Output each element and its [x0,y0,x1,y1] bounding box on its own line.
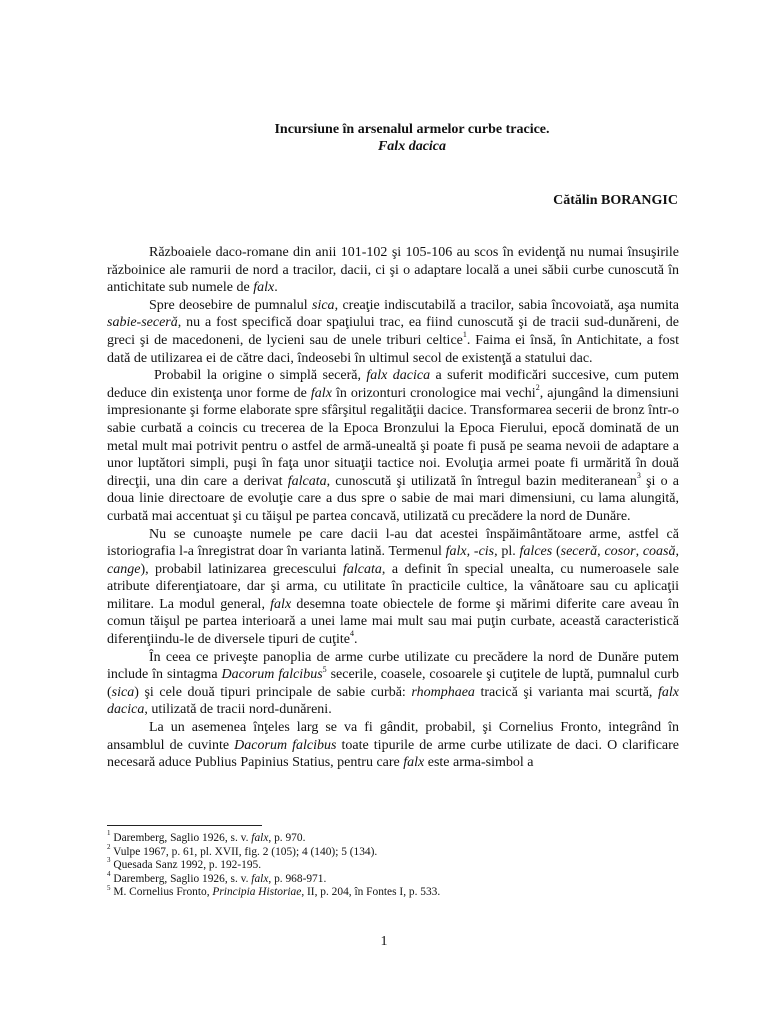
paragraph-3: Probabil la origine o simplă seceră, falx dacica a suferit modificări succesive, cum putem deduce din existenţa unor forme de falx în orizonturi cronologice mai vechi$^2$, ajungând la dimensiuni impresionante şi forme elaborate spre sfârşitul regalităţii dacice. Transformarea secerii de bronz într-o sabie curbată a coincis cu trecerea de la Epoca Bronzului la Epoca Fierului, epocă dominată de un metal mult mai potrivit pentru o astfel de armă-unealtă şi poate fi pusă pe seama nevoii de adaptare a unor luptători simpli, puşi în faţa unor situaţii tactice noi. Evoluţia armei poate fi urmărită în două direcţii, una din care a derivat falcata, cunoscută şi utilizată în întregul bazin mediteranean$^3$ şi o a doua linie directoare de evoluţie care a dus spre o sabie de mai mari dimensiuni, cu lama alungită, curbată mai accentuat şi cu tăişul pe partea concavă, utilizată cu precădere la nord de Dunăre. [107,368,680,524]
paragraph-1: Războaiele daco-romane din anii 101-102 şi 105-106 au scos în evidenţă nu numai însuşirile războinice ale ramurii de nord a tracilor, dacii, ci şi o adaptare locală a unei săbii curbe cunoscută în antichitate sub numele de falx. [107,245,679,296]
footnote: $^3$ Quesada Sanz 1992, p. 192-195. [107,856,262,872]
page-number: 1 [380,934,388,949]
footnote-ref-1[interactable]: 1 [462,330,467,340]
title-block [92,121,732,155]
document-title: Incursiune în arsenalul armelor curbe tracice. [274,122,550,137]
paragraph-5: În ceea ce priveşte panoplia de arme curbe utilizate cu precădere la nord de Dunăre putem include în sintagma Dacorum falcibus$^5$ secerile, coasele, cosoarele şi cuţitele de luptă, pumnalul curb (sica) şi cele două tipuri principale de sabie curbă: rhomphaea tracică şi varianta mai scurtă, falx dacica, utilizată de tracii nord-dunăreni. [107,649,679,718]
footnote: $^2$ Vulpe 1967, p. 61, pl. XVII, fig. 2 (105); 4 (140); 5 (134). [107,842,378,858]
footnote-ref-5[interactable]: 5 [322,664,327,674]
footnotes [107,829,687,900]
footnote: $^5$ M. Cornelius Fronto, Principia Historiae, II, p. 204, în Fontes I, p. 533. [107,883,441,899]
footnote-ref-4[interactable]: 4 [349,629,354,639]
paragraph-4: Nu se cunoaşte numele pe care dacii l-au dat acestei înspăimântătoare arme, astfel că istoriografia l-a înregistrat doar în varianta latină. Termenul falx, -cis, pl. falces (seceră, cosor, coasă, cange), probabil latinizarea grecescului falcata, a definit în special unealta, cu numeroasele sale atribute diferenţiatoare, dar şi arma, cu utilitate în practicile cultice, la vânătoare sau cu aplicaţii militare. La modul general, falx desemna toate obiectele de forme şi mărimi diferite care aveau în comun tăişul pe partea interioară a unei lame mai mult sau mai puţin curbate, această caracteristică diferenţiindu-le de diversele tipuri de cuţite$^4$. [107,526,679,648]
body-text [107,244,679,772]
paragraph-2: Spre deosebire de pumnalul sica, creaţie indiscutabilă a tracilor, sabia încovoiată, aşa numita sabie-seceră, nu a fost specifică doar spaţiului trac, ea fiind cunoscută şi de tracii sud-dunăreni, de greci şi de macedoneni, de lycieni sau de unele triburi celtice$^1$. Faima ei însă, în Antichitate, a fost dată de utilizarea ei de către daci, îndeosebi în ultimul secol de existenţă a statului dac. [107,297,680,366]
footnote-ref-3[interactable]: 3 [636,471,641,481]
footnote-ref-2[interactable]: 2 [535,383,540,393]
footnote: $^1$ Daremberg, Saglio 1926, s. v. falx, p. 970. [107,829,306,844]
author-name: Cătălin BORANGIC [553,193,678,208]
document-subtitle: Falx dacica [377,139,447,154]
footnote-separator [107,825,262,826]
footnote: $^4$ Daremberg, Saglio 1926, s. v. falx, p. 968-971. [107,869,327,885]
paragraph-6: La un asemenea înţeles larg se va fi gândit, probabil, şi Cornelius Fronto, integrând în ansamblul de cuvinte Dacorum falcibus toate tipurile de arme curbe utilizate de daci. O clarificare necesară aduce Publius Papinius Statius, pentru care falx este arma-simbol a [107,720,679,771]
